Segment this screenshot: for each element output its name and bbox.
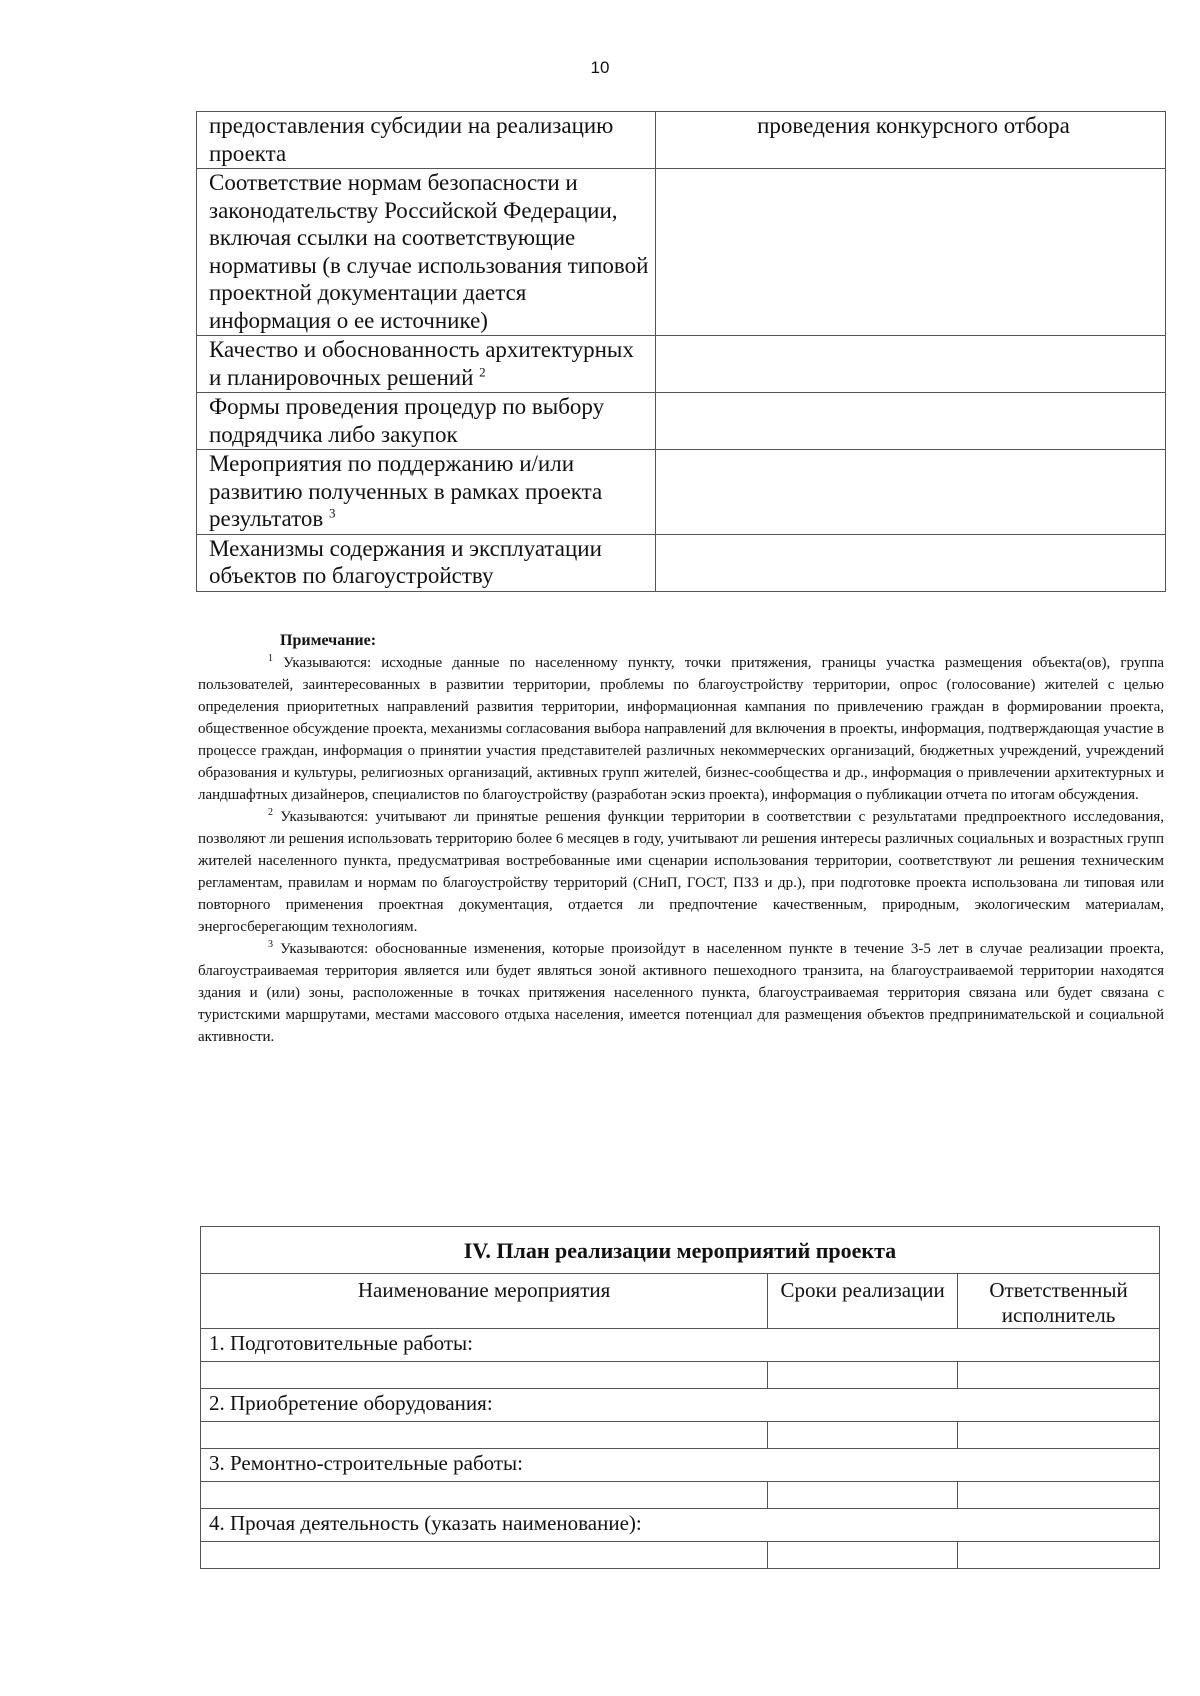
- plan-empty-cell-deadline: [768, 1542, 958, 1569]
- column-header-activity: Наименование мероприятия: [201, 1274, 768, 1329]
- plan-empty-cell-activity: [201, 1482, 768, 1509]
- criteria-label: Соответствие нормам безопасности и законодательству Российской Федерации, включая ссылки на соответствующие нормативы (в случае использования типовой проектной документации дается информация о ее источнике): [209, 170, 649, 333]
- criteria-row: [197, 336, 1166, 393]
- plan-empty-cell-deadline: [768, 1482, 958, 1509]
- plan-empty-cell-responsible: [958, 1422, 1160, 1449]
- criteria-row: [197, 169, 1166, 336]
- column-header-responsible: Ответственный исполнитель: [958, 1274, 1160, 1329]
- plan-empty-row: [201, 1422, 1160, 1449]
- column-header-deadline: Сроки реализации: [768, 1274, 958, 1329]
- criteria-label: Мероприятия по поддержанию и/или развитию полученных в рамках проекта результатов: [209, 451, 603, 531]
- plan-empty-cell-responsible: [958, 1482, 1160, 1509]
- footnote-1: [198, 652, 1164, 806]
- footnote-2: [198, 806, 1164, 938]
- criteria-label: Качество и обоснованность архитектурных и планировочных решений: [209, 337, 634, 390]
- footnote-3: [198, 938, 1164, 1048]
- criteria-table: [196, 111, 1166, 592]
- footnote-marker: 2: [268, 807, 273, 818]
- plan-section-row: [201, 1449, 1160, 1482]
- criteria-label-cell: [197, 169, 656, 336]
- plan-empty-cell-deadline: [768, 1362, 958, 1389]
- notes-title: Примечание:: [280, 632, 377, 649]
- plan-empty-row: [201, 1362, 1160, 1389]
- criteria-label: предоставления субсидии на реализацию проекта: [209, 113, 614, 166]
- plan-empty-cell-activity: [201, 1542, 768, 1569]
- footnote-marker: 3: [268, 939, 273, 950]
- criteria-row: [197, 534, 1166, 591]
- footnote-text: Указываются: исходные данные по населенному пункту, точки притяжения, границы участка размещения объекта(ов), группа пользователей, заинтересованных в развитии территории, проблемы по благоустройству территории, опрос (голосование) жителей с целью определения приоритетных направлений развития территории, информационная кампания по привлечению граждан в формировании проекта, общественное обсуждение проекта, механизмы согласования выбора направлений для включения в проекты, информация, подтверждающая участие в процессе граждан, информация о принятии участия представителей различных некоммерческих организаций, бюджетных учреждений, учреждений образования и культуры, религиозных организаций, активных групп жителей, бизнес-сообщества и др., информация о привлечении архитектурных и ландшафтных дизайнеров, специалистов по благоустройству (разработан эскиз проекта), информация о публикации отчета по итогам обсуждения.: [198, 655, 1165, 803]
- criteria-value: [656, 169, 1166, 336]
- plan-empty-row: [201, 1482, 1160, 1509]
- plan-section-row: [201, 1329, 1160, 1362]
- footnote-text: Указываются: обоснованные изменения, которые произойдут в населенном пункте в течение 3-5 лет в случае реализации проекта, благоустраиваемая территория является или будет являться зоной активного пешеходного транзита, на благоустраиваемой территории находятся здания и (или) зоны, расположенные в точках притяжения населенного пункта, благоустраиваемая территория связана или будет связана с туристскими маршрутами, местами массового отдыха населения, имеется потенциал для размещения объектов предпринимательской и социальной активности.: [198, 941, 1165, 1045]
- plan-table-title: IV. План реализации мероприятий проекта: [201, 1227, 1160, 1274]
- plan-empty-cell-responsible: [958, 1362, 1160, 1389]
- footnote-reference: 2: [479, 363, 486, 379]
- plan-section-title: 3. Ремонтно-строительные работы:: [201, 1449, 1160, 1482]
- criteria-label-cell: [197, 450, 656, 535]
- plan-empty-row: [201, 1542, 1160, 1569]
- plan-empty-cell-activity: [201, 1422, 768, 1449]
- criteria-value: [656, 534, 1166, 591]
- criteria-label: Формы проведения процедур по выбору подрядчика либо закупок: [209, 394, 605, 447]
- plan-section-row: [201, 1389, 1160, 1422]
- plan-empty-cell-responsible: [958, 1542, 1160, 1569]
- plan-section-title: 1. Подготовительные работы:: [201, 1329, 1160, 1362]
- plan-table: [200, 1226, 1160, 1569]
- notes: [198, 652, 1164, 1048]
- page-number: 10: [590, 58, 610, 77]
- criteria-label-cell: [197, 534, 656, 591]
- criteria-row: [197, 393, 1166, 450]
- criteria-value: [656, 450, 1166, 535]
- criteria-row: [197, 112, 1166, 169]
- criteria-value: проведения конкурсного отбора: [656, 112, 1166, 169]
- footnote-text: Указываются: учитывают ли принятые решения функции территории в соответствии с результатами предпроектного исследования, позволяют ли решения использовать территорию более 6 месяцев в году, учитывают ли решения интересы различных социальных и возрастных групп жителей населенного пункта, предусматривая востребованные ими сценарии использования территории, соответствуют ли решения техническим регламентам, правилам и нормам по благоустройству территорий (СНиП, ГОСТ, ПЗЗ и др.), при подготовке проекта использована ли типовая или повторного применения проектная документация, отдается ли предпочтение качественным, природным, экологическим материалам, энергосберегающим технологиям.: [198, 809, 1165, 935]
- criteria-value: [656, 336, 1166, 393]
- plan-section-title: 2. Приобретение оборудования:: [201, 1389, 1160, 1422]
- plan-section-row: [201, 1509, 1160, 1542]
- footnote-marker: 1: [268, 653, 273, 664]
- criteria-label-cell: [197, 112, 656, 169]
- criteria-label: Механизмы содержания и эксплуатации объектов по благоустройству: [209, 535, 602, 588]
- criteria-label-cell: [197, 393, 656, 450]
- plan-empty-cell-deadline: [768, 1422, 958, 1449]
- criteria-label-cell: [197, 336, 656, 393]
- footnote-reference: 3: [328, 505, 336, 521]
- criteria-row: [197, 450, 1166, 535]
- plan-empty-cell-activity: [201, 1362, 768, 1389]
- plan-section-title: 4. Прочая деятельность (указать наименование):: [201, 1509, 1160, 1542]
- criteria-value: [656, 393, 1166, 450]
